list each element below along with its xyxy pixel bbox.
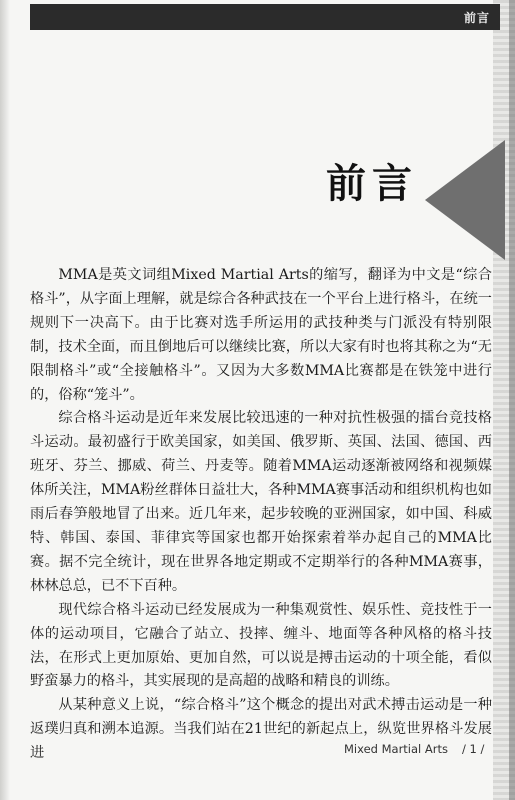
paragraph-4: 从某种意义上说，“综合格斗”这个概念的提出对武术搏击运动是一种返璞归真和溯本追源。当我们站在21世纪的新起点上，纵览世界格斗发展进 — [30, 697, 492, 762]
page-footer — [344, 742, 484, 756]
running-header-title: 前言 — [463, 11, 490, 25]
chapter-title: 前言 — [326, 161, 418, 207]
body-text — [30, 264, 492, 766]
page-edge-dark — [509, 0, 515, 800]
page-number: / 1 / — [462, 742, 485, 756]
paragraph-2: 综合格斗运动是近年来发展比较迅速的一种对抗性极强的擂台竞技格斗运动。最初盛行于欧美国家，如美国、俄罗斯、英国、法国、德国、西班牙、芬兰、挪威、荷兰、丹麦等。随着MMA运动逐渐被网络和视频媒体所关注，MMA粉丝群体日益壮大，各种MMA赛事活动和组织机构也如雨后春笋般地冒了出来。近几年来，起步较晚的亚洲国家，如中国、科威特、韩国、泰国、菲律宾等国家也都开始探索着举办起自己的MMA比赛。据不完全统计，现在世界各地定期或不定期举行的各种MMA赛事，林林总总，已不下百种。 — [30, 410, 492, 594]
footer-book-title: Mixed Martial Arts — [344, 742, 448, 756]
binding-shadow — [0, 0, 10, 800]
paragraph-1: MMA是英文词组Mixed Martial Arts的缩写，翻译为中文是“综合格斗”，从字面上理解，就是综合各种武技在一个平台上进行格斗，在统一规则下一决高下。由于比赛对选手所运用的武技种类与门派没有特别限制，技术全面，而且倒地后可以继续比赛，所以大家有时也将其称之为“无限制格斗”或“全接触格斗”。又因为大多数MMA比赛都是在铁笼中进行的，俗称“笼斗”。 — [30, 267, 492, 403]
chapter-triangle-ornament — [425, 140, 505, 260]
paragraph-3: 现代综合格斗运动已经发展成为一种集观赏性、娱乐性、竞技性于一体的运动项目，它融合了站立、投摔、缠斗、地面等各种风格的格斗技法，在形式上更加原始、更加自然，可以说是搏击运动的十项全能，看似野蛮暴力的格斗，其实展现的是高超的战略和精良的训练。 — [30, 601, 492, 690]
running-header — [30, 4, 500, 30]
